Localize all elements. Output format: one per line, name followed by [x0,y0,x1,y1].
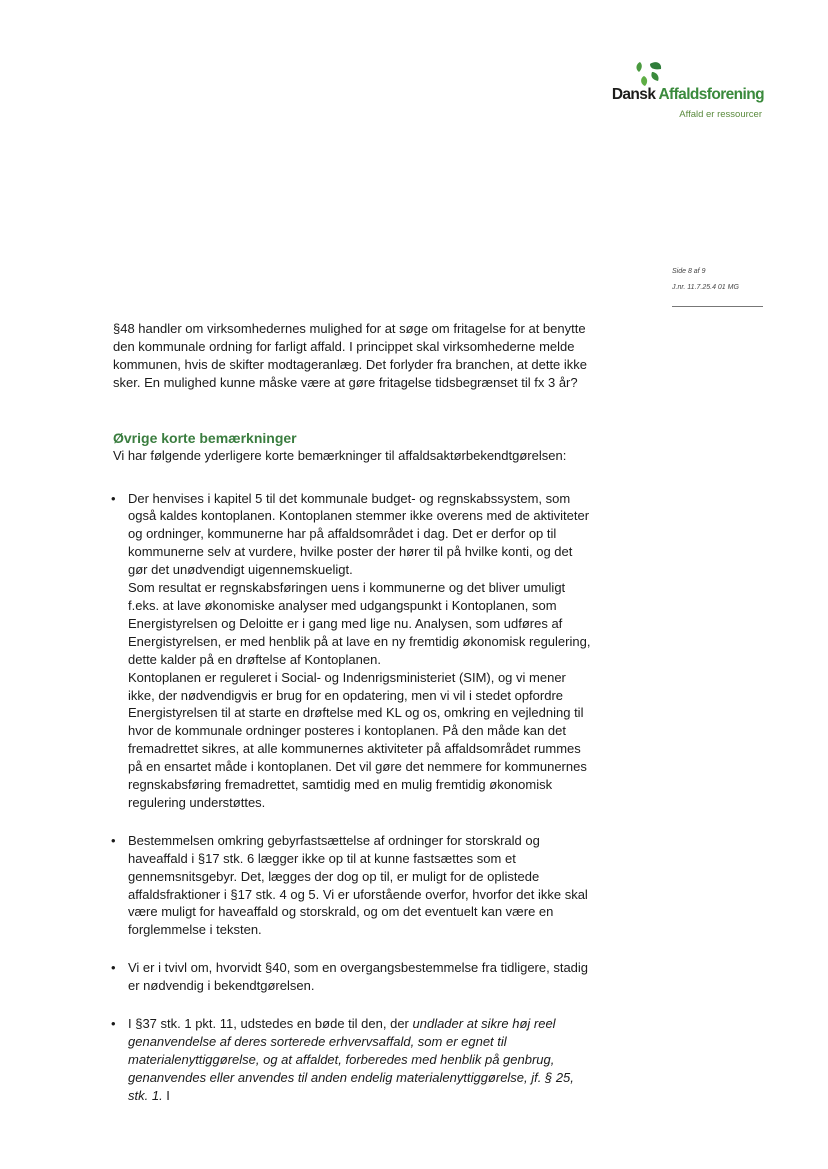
bullet-list [113,490,593,1105]
bullet-quote: undlader at sikre høj reel genanvendelse af deres sorterede erhvervsaffald, som er egnet til materialenyttiggørelse, og at affaldet, forberedes med henblik på genbrug, genanvendes eller anvendes til anden endelig materialenyttiggørelse, jf. § 25, stk. 1. [128,1016,574,1103]
page-number: Side 8 af 9 [672,268,706,275]
section-intro: Vi har følgende yderligere korte bemærkninger til affaldsaktørbekendtgørelsen: [113,447,567,463]
logo-name-dark: Dansk [611,86,659,103]
page-meta [672,268,739,300]
list-item [113,959,593,995]
bullet-paragraph: • Der henvises i kapitel 5 til det kommunale budget- og regnskabssystem, som også kaldes kontoplanen. Kontoplanen stemmer ikke overens med de aktiviteter og ordninger, kommunerne har på affaldsområdet i dag. Det er derfor op til kommunerne selv at vurdere, hvilke poster der hører til på hvilke konti, og det gør det unødvendigt uigennemskueligt. [128,490,590,578]
bullet-text-end: I [162,1087,170,1103]
list-item [113,490,593,812]
journal-number: J.nr. 11.7.25.4 01 MG [672,284,739,291]
document-body [113,320,593,1125]
leaf-logo-icon [634,58,664,88]
logo-name-accent: Affaldsforening [658,86,764,103]
bullet-text: I §37 stk. 1 pkt. 11, udstedes en bøde til den, der [128,1016,413,1032]
intro-paragraph: §48 handler om virksomhedernes mulighed for at søge om fritagelse for at benytte den kommunale ordning for farligt affald. I princippet skal virksomhederne melde kommunen, hvis de skifter modtageranlæg. Det forlyder fra branchen, at dette ikke sker. En mulighed kunne måske være at gøre fritagelse tidsbegrænset til fx 3 år? [113,321,588,390]
bullet-paragraph: Kontoplanen er reguleret i Social- og Indenrigsministeriet (SIM), og vi mener ikke, der nødvendigvis er brug for en opdatering, men vi vil i stedet opfordre Energistyrelsen til at starte en drøftelse med KL og os, omkring en vejledning til hvor de kommunale ordninger posteres i kontoplanen. På den måde kan det fremadrettet sikres, at alle kommunernes aktiviteter på affaldsområdet rummes på en ensartet måde i kontoplanen. Det vil gøre det nemmere for kommunernes regnskabsføring fremadrettet, samtidig med en mulig fremtidig økonomisk regulering understøttes. [128,669,587,810]
bullet-paragraph: • Vi er i tvivl om, hvorvidt §40, som en overgangsbestemmelse fra tidligere, stadig er nødvendig i bekendtgørelsen. [128,960,589,994]
list-item [113,1015,593,1105]
list-item [113,832,593,939]
logo-tagline: Affald er ressourcer [679,109,762,120]
bullet-paragraph: • Bestemmelsen omkring gebyrfastsættelse af ordninger for storskrald og haveaffald i §17 stk. 6 lægger ikke op til at kunne fastsættes som et gennemsnitsgebyr. Det, lægges der dog op til, er muligt for de oplistede affaldsfraktioner i §17 stk. 4 og 5. Vi er uforstående overfor, hvorfor det ikke skal være muligt for haveaffald og storskrald, og om det eventuelt kan være en forglemmelse i teksten. [128,832,588,938]
logo-wordmark [612,86,764,104]
bullet-paragraph [128,1015,593,1105]
divider [672,306,763,307]
section-heading: Øvrige korte bemærkninger [113,429,297,446]
bullet-paragraph: Som resultat er regnskabsføringen uens i kommunerne og det bliver umuligt f.eks. at lave økonomiske analyser med udgangspunkt i Kontoplanen, som Energistyrelsen og Deloitte er i gang med lige nu. Analysen, som udføres af Energistyrelsen, er med henblik på at lave en ny fremtidig økonomisk regulering, dette kalder på en drøftelse af Kontoplanen. [128,580,591,667]
